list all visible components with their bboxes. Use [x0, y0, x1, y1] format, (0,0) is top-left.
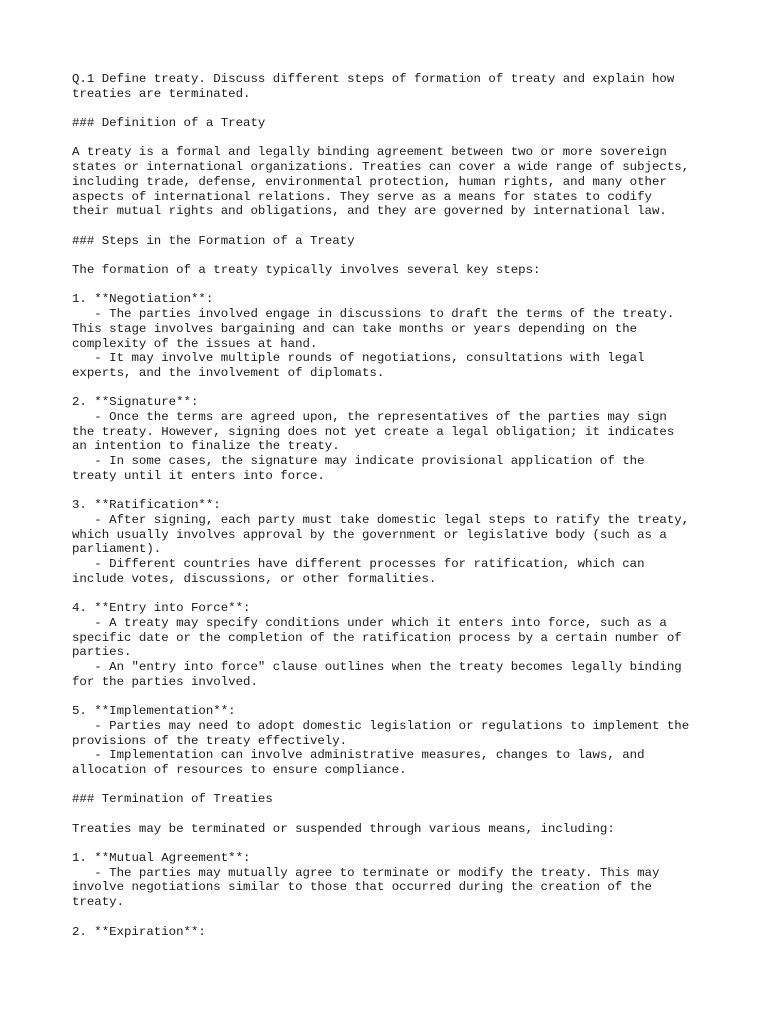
- termination-intro: Treaties may be terminated or suspended through various means, including:: [72, 821, 615, 836]
- step-entry-into-force: 4. **Entry into Force**: - A treaty may specify conditions under which it enters into force, such as a specific date or the completion of the ratification process by a certain number of parties. - An "entry into force" clause outlines when the treaty becomes legally binding for the parties involved.: [72, 601, 682, 689]
- step-ratification: 3. **Ratification**: - After signing, each party must take domestic legal steps to ratify the treaty, which usually involves approval by the government or legislative body (such as a parliament). - Different countries have different processes for ratification, which can include votes, discussions, or other formalities.: [72, 498, 690, 586]
- question-text: Q.1 Define treaty. Discuss different steps of formation of treaty and explain how treaties are terminated.: [72, 72, 675, 101]
- definition-paragraph: A treaty is a formal and legally binding agreement between two or more sovereign states or international organizations. Treaties can cover a wide range of subjects, including trade, defense, environmental protection, human rights, and many other aspects of international relations. They serve as a means for states to codify their mutual rights and obligations, and they are governed by international law.: [72, 145, 690, 219]
- step-signature: 2. **Signature**: - Once the terms are agreed upon, the representatives of the parties may sign the treaty. However, signing does not yet create a legal obligation; it indicates an intention to finalize the treaty. - In some cases, the signature may indicate provisional application of the treaty until it enters into force.: [72, 395, 675, 483]
- heading-definition: ### Definition of a Treaty: [72, 116, 266, 131]
- termination-mutual-agreement: 1. **Mutual Agreement**: - The parties may mutually agree to terminate or modify the treaty. This may involve negotiations similar to those that occurred during the creation of the treaty.: [72, 851, 660, 910]
- termination-expiration: 2. **Expiration**:: [72, 924, 206, 939]
- heading-termination: ### Termination of Treaties: [72, 792, 273, 807]
- document-page: [72, 72, 712, 954]
- step-implementation: 5. **Implementation**: - Parties may need to adopt domestic legislation or regulations to implement the provisions of the treaty effectively. - Implementation can involve administrative measures, changes to laws, and allocation of resources to ensure compliance.: [72, 704, 690, 777]
- heading-formation-steps: ### Steps in the Formation of a Treaty: [72, 233, 355, 248]
- formation-intro: The formation of a treaty typically involves several key steps:: [72, 263, 541, 278]
- step-negotiation: 1. **Negotiation**: - The parties involved engage in discussions to draft the terms of the treaty. This stage involves bargaining and can take months or years depending on the complexity of the issues at hand. - It may involve multiple rounds of negotiations, consultations with legal experts, and the involvement of diplomats.: [72, 292, 675, 380]
